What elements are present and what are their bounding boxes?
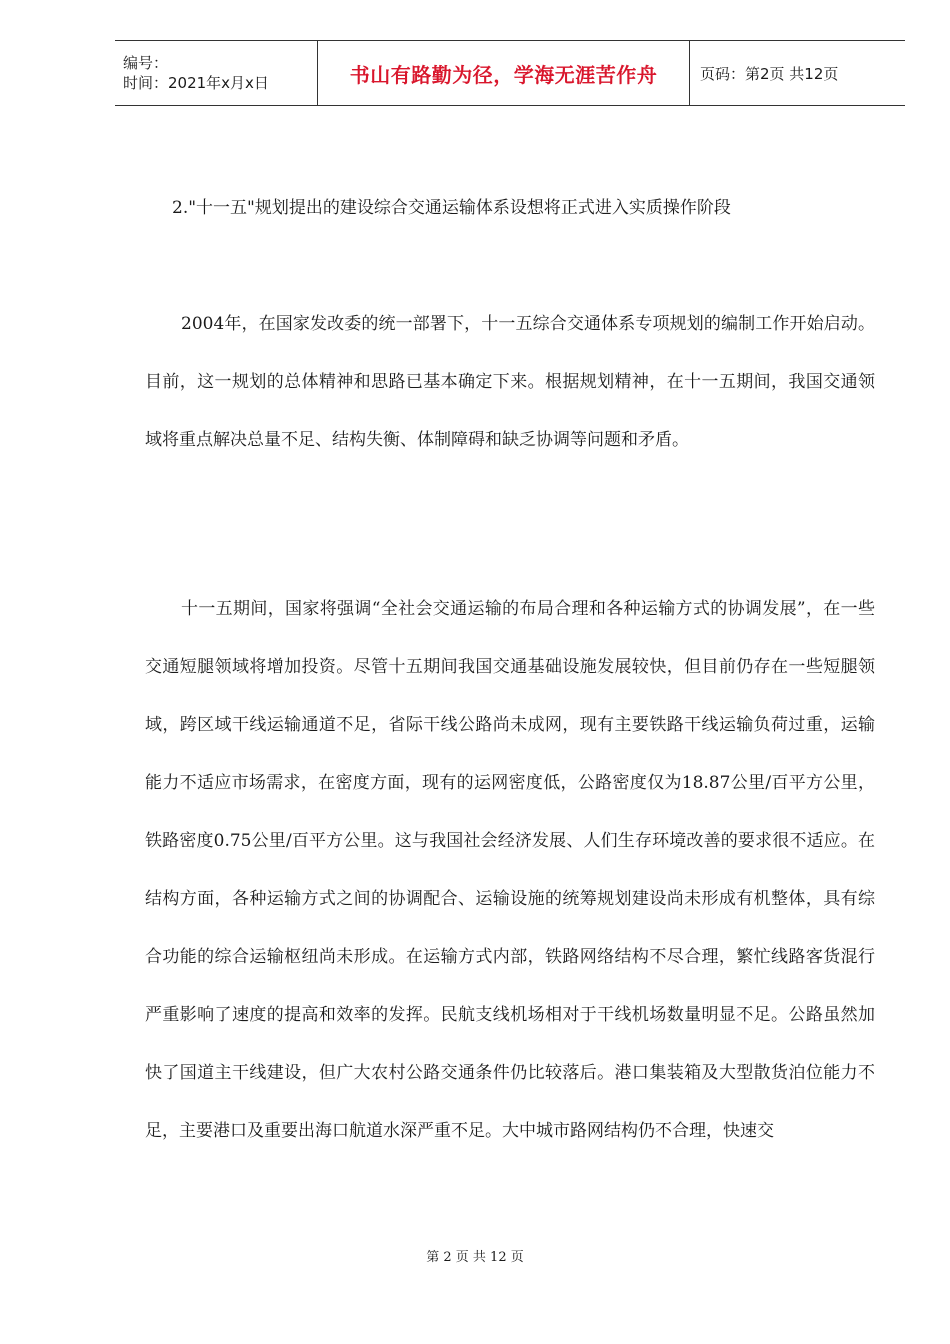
- header-meta: [115, 41, 317, 105]
- motto-text: 书山有路勤为径，学海无涯苦作舟: [349, 62, 658, 87]
- paragraph-2: 十一五期间，国家将强调“全社会交通运输的布局合理和各种运输方式的协调发展”，在一些交通短腿领域将增加投资。尽管十五期间我国交通基础设施发展较快，但目前仍存在一些短腿领域，跨区域干线运输通道不足，省际干线公路尚未成网，现有主要铁路干线运输负荷过重，运输能力不适应市场需求，在密度方面，现有的运网密度低，公路密度仅为18.87公里/百平方公里，铁路密度0.75公里/百平方公里。这与我国社会经济发展、人们生存环境改善的要求很不适应。在结构方面，各种运输方式之间的协调配合、运输设施的统筹规划建设尚未形成有机整体，具有综合功能的综合运输枢纽尚未形成。在运输方式内部，铁路网络结构不尽合理，繁忙线路客货混行严重影响了速度的提高和效率的发挥。民航支线机场相对于干线机场数量明显不足。公路虽然加快了国道主干线建设，但广大农村公路交通条件仍比较落后。港口集装箱及大型散货泊位能力不足，主要港口及重要出海口航道水深严重不足。大中城市路网结构仍不合理，快速交: [145, 599, 875, 1141]
- serial-label: 编号：: [123, 54, 169, 72]
- section-heading: 2."十一五"规划提出的建设综合交通运输体系设想将正式进入实质操作阶段: [172, 198, 731, 218]
- header-motto-cell: [317, 41, 690, 105]
- page-info-text: 页码：第2页 共12页: [700, 64, 839, 83]
- header-page-info: [690, 41, 838, 105]
- page-header: [115, 40, 905, 106]
- paragraph-1: 2004年，在国家发改委的统一部署下，十一五综合交通体系专项规划的编制工作开始启动。目前，这一规划的总体精神和思路已基本确定下来。根据规划精神，在十一五期间，我国交通领域将重点解决总量不足、结构失衡、体制障碍和缺乏协调等问题和矛盾。: [145, 314, 875, 450]
- time-label: 时间：2021年x月x日: [123, 74, 269, 92]
- page-footer: 第 2 页 共 12 页: [426, 1250, 524, 1265]
